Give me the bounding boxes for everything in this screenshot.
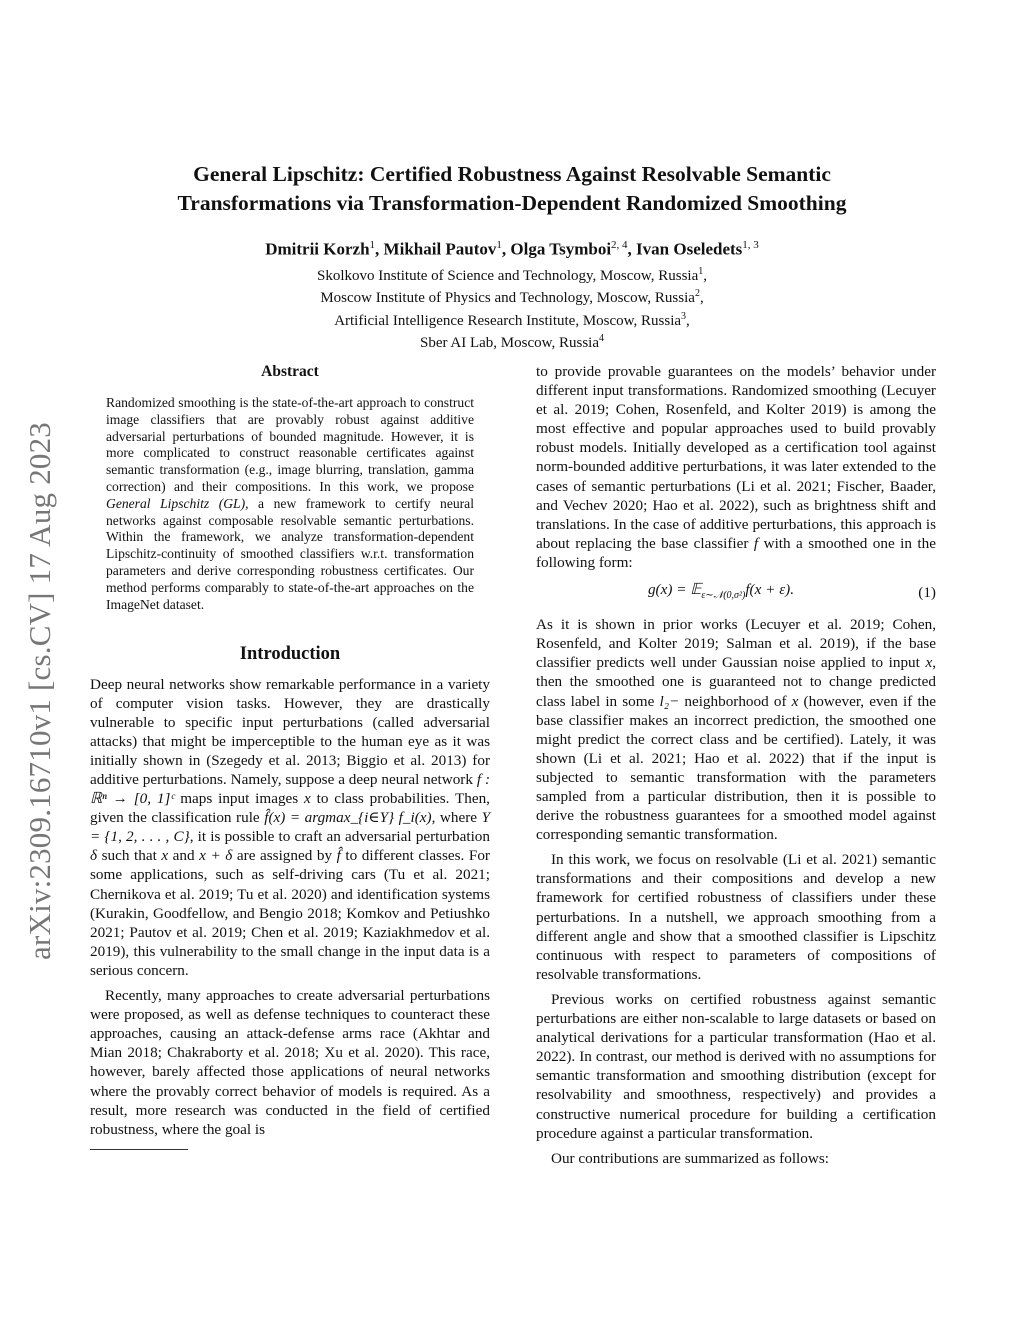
text-run: with a smoothed one in the following form: [536,534,936,571]
introduction-paragraph-2: Recently, many approaches to create adversarial perturbations were proposed, as well as defense techniques to counteract these approaches, causing an attack-defense arms race (Akhtar and Mian 2018; Chakraborty et al. 2018; Xu et al. 2020). This race, however, barely affected those applications of neural networks where the provably correct behavior of models is required. As a result, more research was conducted in the field of certified robustness, where the goal is [90,987,490,1138]
inline-math: x [304,790,311,808]
footnote-rule [90,1149,188,1150]
affiliation-line [90,263,934,286]
affiliation-text: Sber AI Lab, Moscow, Russia [419,335,599,352]
arxiv-identifier-stamp: arXiv:2309.16710v1 [cs.CV] 17 Aug 2023 [22,421,57,960]
abstract-text-part: a new framework to certify neural networks against composable resolvable semantic perturbations. Within the framework, we analyze transformation-dependent Lipschitz-continuity of smoothed classifiers w.r.t. transformation parameters and derive corresponding robustness certificates. Our method performs comparably to state-of-the-art approaches on the ImageNet dataset. [106,495,474,612]
author-affiliation-mark: 1 [496,239,502,251]
text-run: neighborhood of [679,692,792,710]
inline-math: Y = {1, 2, . . . , C} [90,809,491,846]
text-run: , it is possible to craft an adversarial perturbation [189,828,490,846]
affiliation-list [90,263,934,353]
inline-math: x + δ [199,847,233,865]
text-run: to different classes. For some applications, such as self-driving cars (Tu et al. 2021; Chernikova et al. 2019; Tu et al. 2020) and identification systems (Kurakin, Goodfellow, and Bengio 2018; Komkov and Petiushko 2021; Pautov et al. 2019; Chen et al. 2019; Kaziakhmedov et al. 2019), this vulnerability to the small change in the input data is a serious concern. [90,847,490,979]
inline-math: f [753,534,759,552]
equation-1 [536,580,936,605]
text-run: (however, even if the base classifier makes an incorrect prediction, the smoothed one might predict the correct class and be certified). Lately, it was shown (Li et al. 2021; Hao et al. 2022) that if the input is subjected to semantic transformation with the parameters sampled from a particular distribution, then it is possible to derive the robustness guarantees for a smoothed model against corresponding semantic transformation. [536,692,936,844]
text-run: to provide provable guarantees on the models’ behavior under different input transformations. Randomized smoothing (Lecuyer et al. 2019; Cohen, Rosenfeld, and Kolter 2019) is among the most effective and popular approaches used to build provably robust models. Initially developed as a certification tool against norm-bounded additive perturbations, it was later extended to the cases of semantic perturbations (Li et al. 2021; Fischer, Baader, and Vechev 2020; Hao et al. 2022), such as brightness shift and translations. In the case of additive perturbations, this approach is about replacing the base classifier [536,363,936,552]
inline-math: f : ℝⁿ → [0, 1]ᶜ [90,771,490,808]
abstract-emphasis: General Lipschitz (GL), [106,495,249,511]
affiliation-mark: 1 [698,265,704,277]
text-run: to class probabilities. Then, given the classification rule [90,790,490,827]
affiliation-text: Moscow Institute of Physics and Technology, Moscow, Russia [320,290,695,307]
affiliation-text: Skolkovo Institute of Science and Technology, Moscow, Russia [316,267,699,284]
text-run: and [168,847,200,865]
title-line-1: General Lipschitz: Certified Robustness Against Resolvable Semantic [193,162,831,186]
inline-math: x [791,692,799,710]
author-name: Dmitrii Korzh [265,239,370,259]
equation-number: (1) [918,584,936,602]
author-affiliation-mark: 1 [369,239,376,251]
inline-math: x [161,847,169,865]
affiliation-mark: 3 [681,310,687,322]
equation-lhs: g(x) = 𝔼 [647,581,702,599]
author-affiliation-mark: 1, 3 [742,239,759,251]
right-column [536,362,936,1168]
affiliation-tail: , [686,312,690,329]
affiliation-line [90,308,934,331]
right-paragraph-1 [536,362,936,572]
introduction-paragraph-1 [90,675,490,981]
right-paragraph-2 [536,615,936,844]
author-name: Mikhail Pautov [383,239,497,259]
author-affiliation-mark: 2, 4 [611,239,628,251]
author-name: Ivan Oseledets [636,239,743,259]
abstract-text-part: Randomized smoothing is the state-of-the-art approach to construct image classifiers that are provably robust against additive adversarial perturbations of bounded magnitude. However, it is more complicated to construct reasonable certificates against semantic transformation (e.g., image blurring, translation, gamma correction) and their compositions. In this work, we propose [106,395,474,495]
affiliation-line [90,330,934,353]
text-run: maps input images [174,790,305,808]
introduction-heading: Introduction [239,644,341,665]
text-run: Deep neural networks show remarkable performance in a variety of computer vision tasks. However, they are drastically vulnerable to specific input perturbations (called adversarial attacks) that might be imperceptible to the human eye as it was initially shown in (Szegedy et al. 2013; Biggio et al. 2013) for additive perturbations. Namely, suppose a deep neural network [90,675,490,789]
inline-math: f̂ [336,847,341,865]
left-column [90,362,490,1150]
right-paragraph-5: Our contributions are summarized as follows: [551,1149,829,1167]
affiliation-mark: 4 [599,333,604,345]
abstract-heading: Abstract [261,363,319,380]
affiliation-tail: , [699,290,704,307]
right-paragraph-4: Previous works on certified robustness against semantic perturbations are either non-scalable to large datasets or based on analytical derivations for a particular transformation (Hao et al. 2022). In contrast, our method is derived with no assumptions for semantic transformation and smoothing distribution (except for resolvability and smoothness, respectively) and provides a constructive numerical procedure for building a certification procedure against a particular transformation. [536,990,936,1142]
inline-math: f̂(x) = argmax_{i∈Y} f_i(x) [264,809,432,827]
inline-math: δ [90,847,98,865]
affiliation-tail: , [703,267,707,284]
author-list: Dmitrii Korzh$^1$, Mikhail Pautov$^1$, Olga Tsymboi$^{2, 4}$, Ivan Oseledets$^{1, 3}$ [265,239,759,259]
text-run: As it is shown in prior works (Lecuyer et al. 2019; Cohen, Rosenfeld, and Kolter 2019; Salman et al. 2019), if the base classifier predicts well under Gaussian noise applied to input [536,616,936,672]
text-run: , then the smoothed one is guaranteed not to change predicted class label in some [536,654,936,710]
equation-subscript: ε∼𝒩(0,σ²) [701,590,746,602]
text-run: such that [97,847,162,865]
text-run: are assigned by [232,847,337,865]
affiliation-text: Artificial Intelligence Research Institute, Moscow, Russia [334,312,682,329]
text-run: , where [431,809,482,827]
equation-rhs: f(x + ε). [745,581,795,599]
affiliation-mark: 2 [694,288,700,300]
title-block [90,160,934,353]
affiliation-line [90,285,934,308]
author-name: Olga Tsymboi [510,239,612,259]
paper-title [90,160,934,218]
inline-math: l₂− [659,692,680,710]
abstract-body [106,395,474,613]
inline-math: x [925,654,933,672]
title-line-2: Transformations via Transformation-Dependent Randomized Smoothing [177,191,847,215]
right-paragraph-3: In this work, we focus on resolvable (Li et al. 2021) semantic transformations and their compositions and develop a new framework for certified robustness of classifiers under these perturbations. In a nutshell, we approach smoothing from a different angle and show that a smoothed classifier is Lipschitz continuous with respect to parameters of compositions of resolvable transformations. [536,851,936,983]
equation-body [536,580,906,605]
